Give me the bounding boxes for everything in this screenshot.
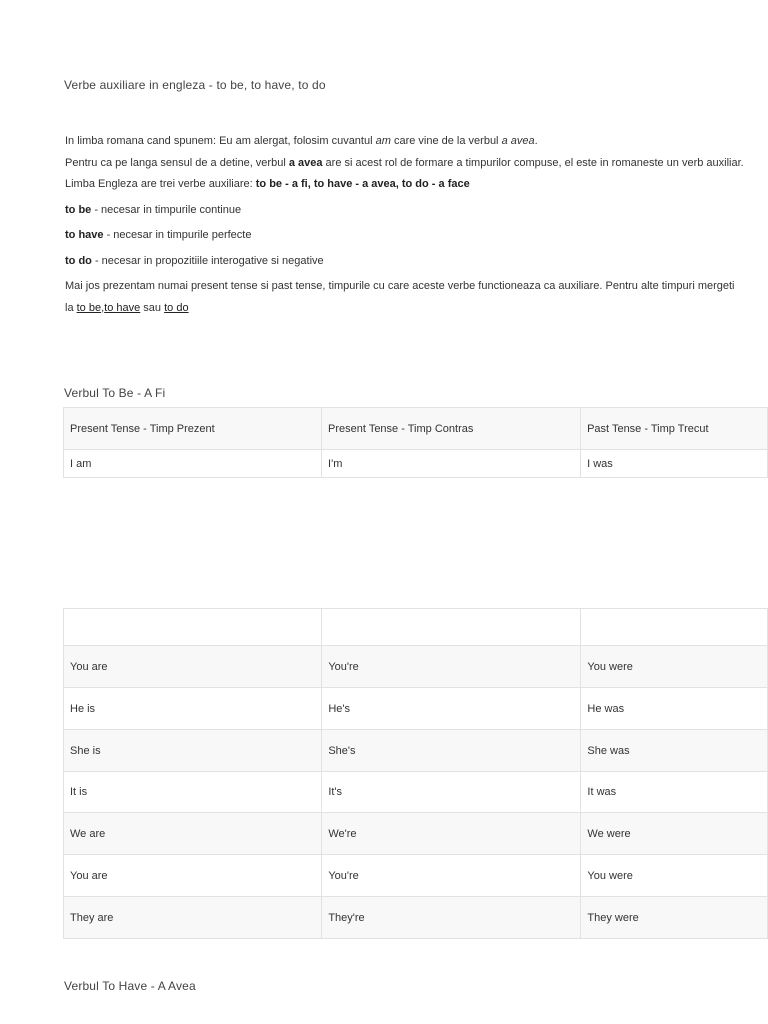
table-header-cell: Present Tense - Timp Contras — [322, 408, 581, 450]
table-cell: You're — [322, 646, 581, 688]
table-row — [64, 897, 768, 939]
intro-paragraph-2: Pentru ca pe langa sensul de a detine, verbul a avea are si acest rol de formare a timpurilor compuse, el este in romaneste un verb auxiliar. — [65, 156, 744, 169]
table-cell: We were — [581, 813, 768, 855]
table-row — [64, 855, 768, 897]
link-to-be[interactable]: to be — [76, 301, 102, 314]
table-row — [64, 813, 768, 855]
table-cell: I was — [581, 450, 768, 478]
link-to-do[interactable]: to do — [164, 301, 189, 314]
intro-paragraph-1: In limba romana cand spunem: Eu am alergat, folosim cuvantul am care vine de la verbul a avea. — [65, 135, 538, 147]
table-cell: They were — [581, 897, 768, 939]
table-cell: It's — [322, 772, 581, 813]
table-cell: You are — [64, 855, 322, 897]
table-cell: You were — [581, 646, 768, 688]
table-cell: You're — [322, 855, 581, 897]
table-cell: They are — [64, 897, 322, 939]
table-cell: She's — [322, 730, 581, 772]
table-header-row — [64, 408, 768, 450]
table-cell — [64, 609, 322, 646]
table-row — [64, 772, 768, 813]
table-cell: He was — [581, 688, 768, 730]
page-title: Verbe auxiliare in engleza - to be, to have, to do — [64, 78, 326, 92]
intro-paragraph-tenses: Mai jos prezentam numai present tense si past tense, timpurile cu care aceste verbe functioneaza ca auxiliare. Pentru alte timpuri mergeti la to be,to have sau to do — [65, 280, 735, 314]
table-cell — [581, 609, 768, 646]
link-to-have[interactable]: to have — [104, 301, 141, 314]
table-cell: I'm — [322, 450, 581, 478]
table-cell: She is — [64, 730, 322, 772]
intro-text — [65, 131, 745, 319]
table-cell: We're — [322, 813, 581, 855]
table-cell: We are — [64, 813, 322, 855]
intro-paragraph-to-be: to be - necesar in timpurile continue — [65, 203, 242, 216]
table-cell: I am — [64, 450, 322, 478]
table-row — [64, 609, 768, 646]
table-cell: He's — [322, 688, 581, 730]
table-cell: It was — [581, 772, 768, 813]
to-be-table-header — [63, 407, 768, 478]
table-row — [64, 646, 768, 688]
intro-paragraph-to-have: to have - necesar in timpurile perfecte — [65, 229, 252, 241]
table-cell: He is — [64, 688, 322, 730]
table-cell — [322, 609, 581, 646]
to-be-table-continued — [63, 608, 768, 939]
table-header-cell: Present Tense - Timp Prezent — [64, 408, 322, 450]
table-header-cell: Past Tense - Timp Trecut — [581, 408, 768, 450]
table-row — [64, 450, 768, 478]
section-heading-to-be: Verbul To Be - A Fi — [64, 386, 166, 400]
intro-paragraph-to-do: to do - necesar in propozitiile interogative si negative — [65, 254, 324, 267]
table-cell: It is — [64, 772, 322, 813]
table-cell: You are — [64, 646, 322, 688]
table-cell: She was — [581, 730, 768, 772]
section-heading-to-have: Verbul To Have - A Avea — [64, 979, 196, 993]
table-cell: You were — [581, 855, 768, 897]
table-row — [64, 688, 768, 730]
intro-paragraph-3: Limba Engleza are trei verbe auxiliare: to be - a fi, to have - a avea, to do - a face — [65, 178, 470, 190]
table-row — [64, 730, 768, 772]
table-cell: They're — [322, 897, 581, 939]
